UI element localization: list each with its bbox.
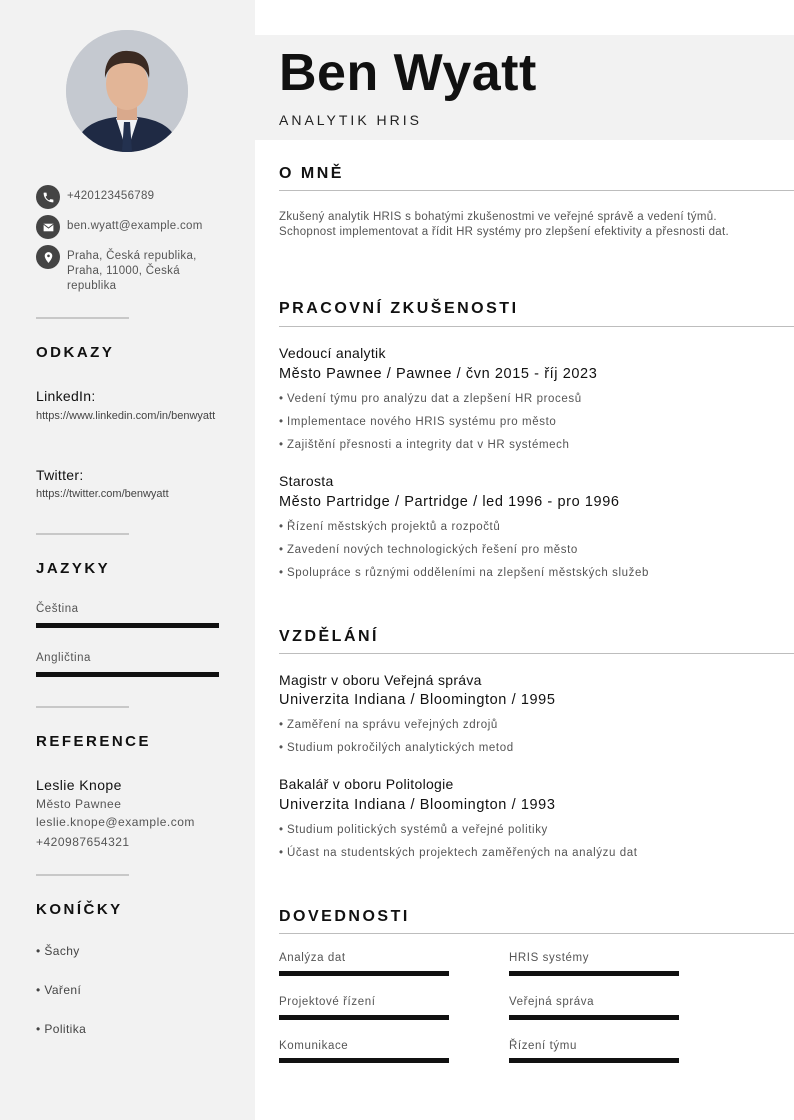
section-rule — [279, 653, 794, 654]
full-name: Ben Wyatt — [279, 44, 537, 102]
job-title-entry: Starosta — [279, 473, 334, 489]
language-level-bar — [36, 672, 219, 677]
section-rule — [279, 933, 794, 934]
bullet-icon: • — [279, 544, 284, 556]
reference-heading: REFERENCE — [36, 733, 152, 750]
bullet-icon: • — [279, 439, 284, 451]
bullet-text: Spolupráce s různými odděleními na zlepšení městských služeb — [287, 567, 649, 579]
skill-level-bar — [279, 1015, 449, 1020]
section-rule — [279, 190, 794, 191]
skill-name: Komunikace — [279, 1040, 349, 1052]
contact-email — [36, 215, 226, 239]
hobby-item — [36, 1022, 86, 1036]
bullet-text: Studium pokročilých analytických metod — [287, 742, 514, 754]
bullet-icon: • — [279, 824, 284, 836]
hobby-label: Šachy — [44, 944, 80, 958]
sidebar — [0, 0, 255, 1120]
education-bullet — [279, 847, 638, 859]
email-text: ben.wyatt@example.com — [67, 220, 203, 232]
contact-address — [36, 245, 226, 294]
bullet-icon: • — [279, 521, 284, 533]
job-title: ANALYTIK HRIS — [279, 112, 422, 128]
bullet-icon: • — [36, 1022, 45, 1036]
twitter-link[interactable]: https://twitter.com/benwyatt — [36, 488, 169, 500]
bullet-text: Účast na studentských projektech zaměřených na analýzu dat — [287, 847, 638, 859]
phone-icon — [36, 185, 60, 209]
divider — [36, 317, 129, 319]
address-text: Praha, Česká republika, Praha, 11000, Česká republika — [67, 250, 197, 292]
hobby-item — [36, 944, 80, 958]
reference-name: Leslie Knope — [36, 777, 122, 793]
degree-school: Univerzita Indiana / Bloomington / 1995 — [279, 692, 556, 708]
skill-level-bar — [509, 971, 679, 976]
skill-level-bar — [509, 1058, 679, 1063]
language-level-bar — [36, 623, 219, 628]
job-title-entry: Vedoucí analytik — [279, 345, 386, 361]
contact-phone — [36, 185, 226, 209]
envelope-icon — [36, 215, 60, 239]
job-bullet — [279, 567, 649, 579]
bullet-text: Řízení městských projektů a rozpočtů — [287, 521, 501, 533]
education-bullet — [279, 742, 514, 754]
job-bullet — [279, 393, 582, 405]
hobby-label: Vaření — [44, 983, 82, 997]
phone-text: +420123456789 — [67, 190, 155, 202]
skill-name: HRIS systémy — [509, 952, 590, 964]
education-bullet — [279, 824, 548, 836]
divider — [36, 706, 129, 708]
links-heading: ODKAZY — [36, 344, 115, 361]
skill-level-bar — [509, 1015, 679, 1020]
degree-school: Univerzita Indiana / Bloomington / 1993 — [279, 797, 556, 813]
bullet-icon: • — [279, 393, 284, 405]
job-employer: Město Pawnee / Pawnee / čvn 2015 - říj 2023 — [279, 366, 598, 382]
skill-level-bar — [279, 1058, 449, 1063]
job-bullet — [279, 521, 500, 533]
skill-level-bar — [279, 971, 449, 976]
about-heading: O MNĚ — [279, 165, 344, 182]
about-text: Zkušený analytik HRIS s bohatými zkušenostmi ve veřejné správě a vedení týmů. Schopnost implementovat a řídit HR systémy pro zlepšení efektivity a přesnosti dat. — [279, 211, 729, 238]
languages-heading: JAZYKY — [36, 560, 111, 577]
skills-heading: DOVEDNOSTI — [279, 908, 410, 925]
job-employer: Město Partridge / Partridge / led 1996 - pro 1996 — [279, 494, 620, 510]
bullet-icon: • — [279, 847, 284, 859]
job-bullet — [279, 416, 556, 428]
experience-heading: PRACOVNÍ ZKUŠENOSTI — [279, 300, 519, 317]
hobbies-heading: KONÍČKY — [36, 901, 123, 918]
bullet-text: Zaměření na správu veřejných zdrojů — [287, 719, 498, 731]
skill-name: Řízení týmu — [509, 1040, 577, 1052]
bullet-text: Implementace nového HRIS systému pro město — [287, 416, 557, 428]
divider — [36, 533, 129, 535]
divider — [36, 874, 129, 876]
reference-email[interactable]: leslie.knope@example.com — [36, 815, 195, 829]
language-name: Čeština — [36, 603, 79, 615]
linkedin-label: LinkedIn: — [36, 388, 96, 404]
bullet-text: Studium politických systémů a veřejné politiky — [287, 824, 548, 836]
bullet-icon: • — [279, 567, 284, 579]
degree-title: Bakalář v oboru Politologie — [279, 776, 454, 792]
location-pin-icon — [36, 245, 60, 269]
section-rule — [279, 326, 794, 327]
language-name: Angličtina — [36, 652, 91, 664]
skill-name: Veřejná správa — [509, 996, 595, 1008]
bullet-icon: • — [36, 944, 45, 958]
linkedin-link[interactable]: https://www.linkedin.com/in/benwyatt — [36, 410, 216, 422]
bullet-icon: • — [279, 416, 284, 428]
bullet-text: Zavedení nových technologických řešení pro město — [287, 544, 578, 556]
hobby-item — [36, 983, 81, 997]
degree-title: Magistr v oboru Veřejná správa — [279, 672, 482, 688]
reference-org: Město Pawnee — [36, 797, 122, 811]
skill-name: Analýza dat — [279, 952, 346, 964]
bullet-icon: • — [279, 719, 284, 731]
profile-photo — [66, 30, 188, 152]
bullet-icon: • — [36, 983, 45, 997]
hobby-label: Politika — [44, 1022, 87, 1036]
job-bullet — [279, 439, 569, 451]
skill-name: Projektové řízení — [279, 996, 376, 1008]
person-icon — [66, 30, 188, 152]
education-heading: VZDĚLÁNÍ — [279, 628, 379, 645]
job-bullet — [279, 544, 578, 556]
education-bullet — [279, 719, 498, 731]
reference-phone: +420987654321 — [36, 835, 130, 849]
bullet-icon: • — [279, 742, 284, 754]
bullet-text: Zajištění přesnosti a integrity dat v HR systémech — [287, 439, 570, 451]
bullet-text: Vedení týmu pro analýzu dat a zlepšení HR procesů — [287, 393, 582, 405]
twitter-label: Twitter: — [36, 467, 84, 483]
